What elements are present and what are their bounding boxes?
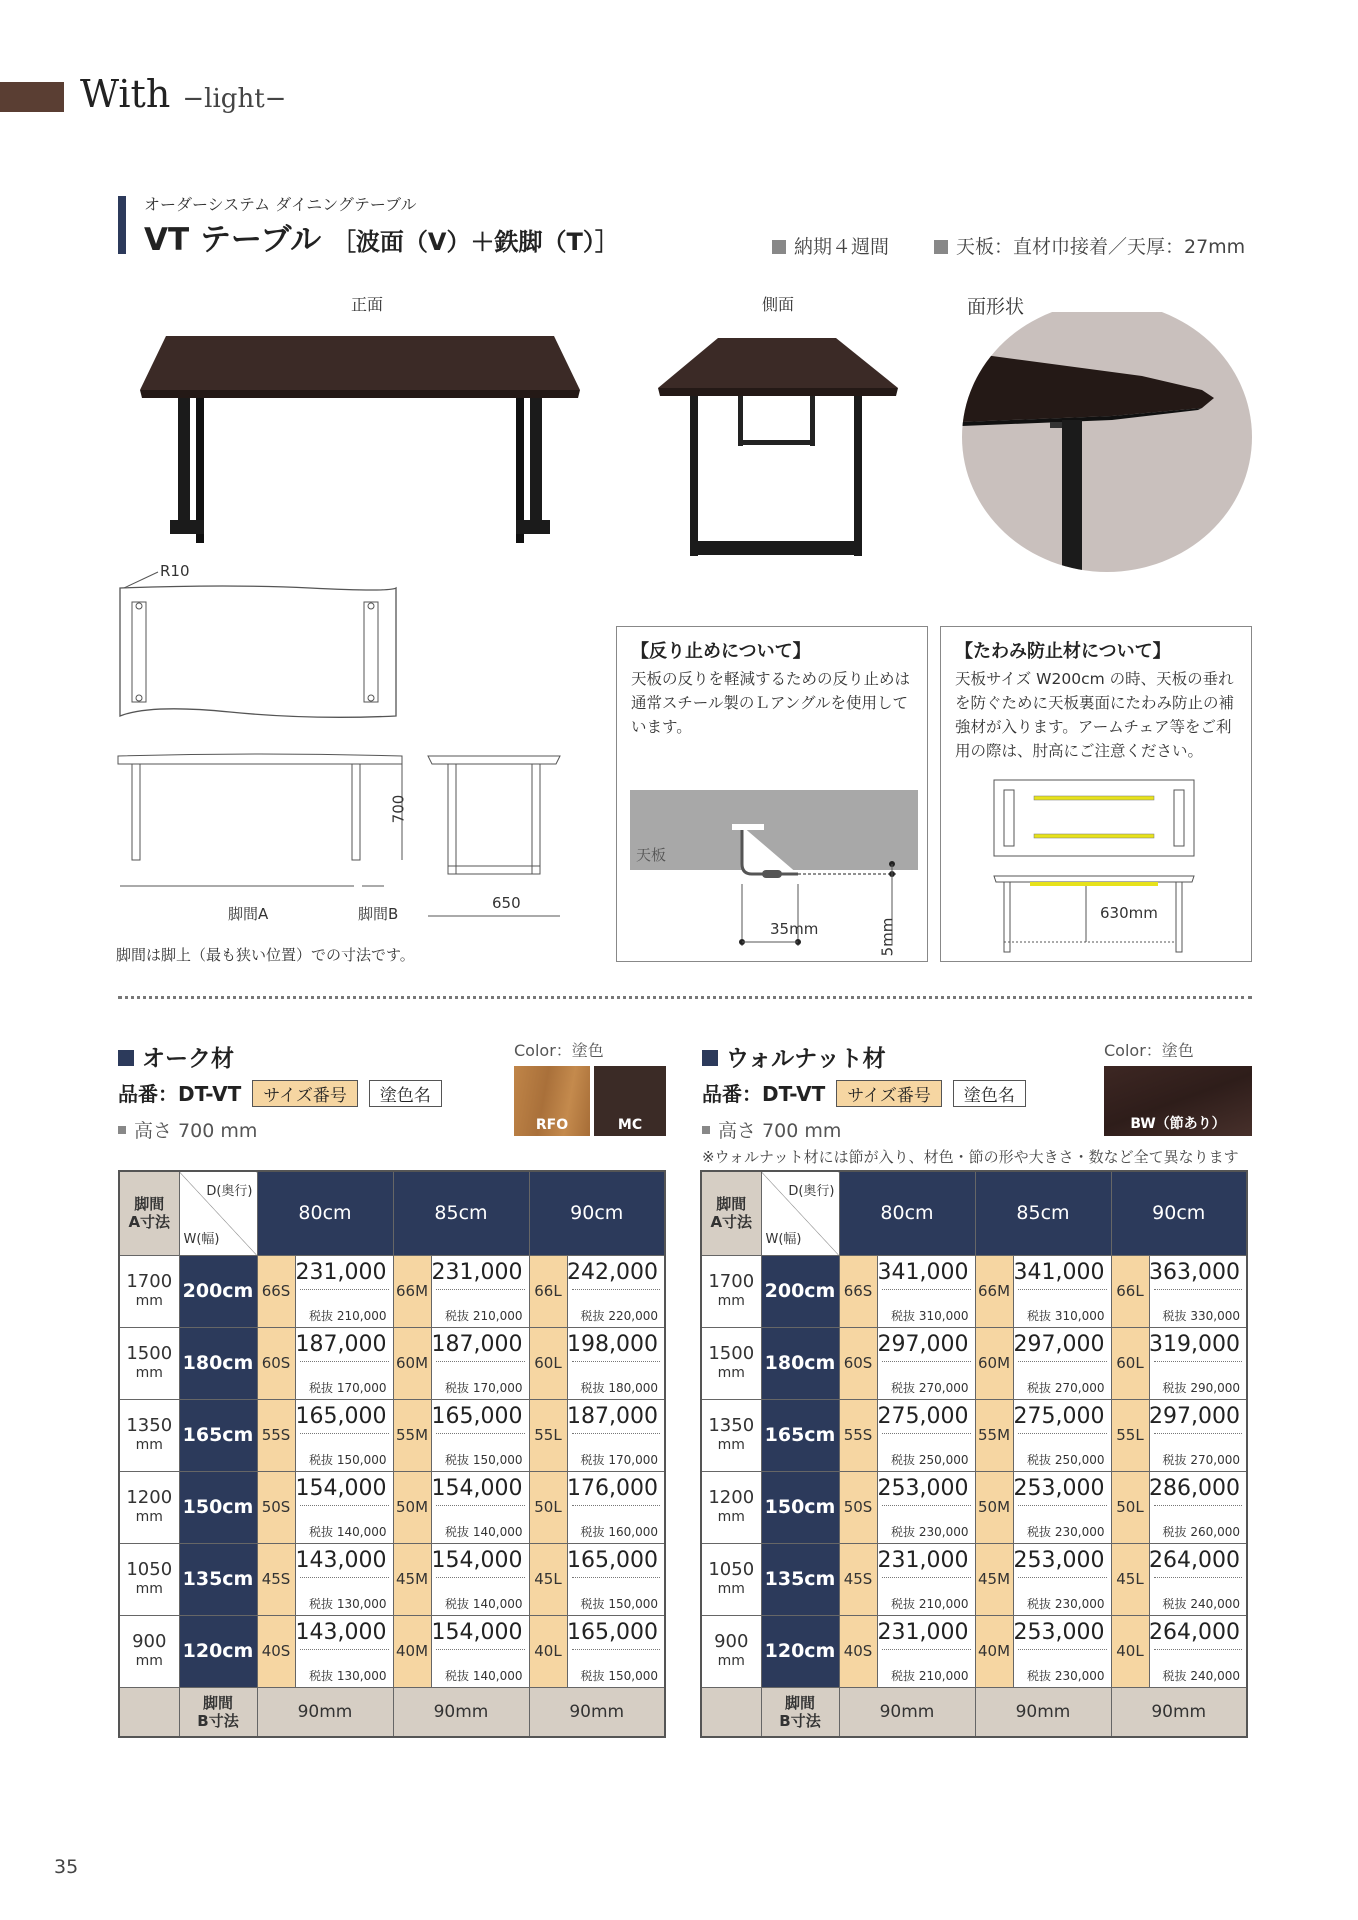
price-tax-included: 341,000	[1013, 1259, 1105, 1285]
price-cell	[1149, 1615, 1247, 1687]
warp-stopper-body: 天板の反りを軽減するための反り止めは通常スチール製のＬアングルを使用しています。	[631, 670, 911, 736]
price-tax-excluded: 税抜 270,000	[1027, 1380, 1105, 1395]
table-row	[701, 1471, 1247, 1543]
size-code: 55M	[393, 1399, 431, 1471]
size-code: 50L	[529, 1471, 567, 1543]
price-cell	[567, 1615, 665, 1687]
leg-b-label: 脚間B	[358, 905, 399, 923]
price-tax-excluded: 税抜 130,000	[309, 1668, 387, 1683]
header-d-w	[179, 1171, 257, 1255]
size-code: 66S	[839, 1255, 877, 1327]
walnut-price-table	[700, 1170, 1248, 1738]
product-title: VT テーブル ［波面（V）＋鉄脚（T）］	[144, 222, 619, 258]
a-dim-cell: 1200 mm	[701, 1471, 761, 1543]
price-tax-included: 275,000	[877, 1403, 969, 1429]
width-cell: 150cm	[761, 1471, 839, 1543]
table-row	[119, 1615, 665, 1687]
price-tax-excluded: 税抜 250,000	[1027, 1452, 1105, 1467]
price-tax-included: 154,000	[431, 1619, 523, 1645]
side-view-label: 側面	[762, 295, 795, 314]
oak-color-label: Color：塗色	[514, 1041, 604, 1060]
price-tax-included: 143,000	[295, 1619, 387, 1645]
size-code: 50M	[393, 1471, 431, 1543]
size-code: 40L	[529, 1615, 567, 1687]
table-row	[119, 1399, 665, 1471]
size-code: 60S	[839, 1327, 877, 1399]
section-divider	[118, 996, 1252, 999]
walnut-swatch-bw: BW（節あり）	[1104, 1066, 1252, 1136]
header-depth-col: 85cm	[975, 1171, 1111, 1255]
table-row	[701, 1327, 1247, 1399]
price-cell	[1149, 1471, 1247, 1543]
price-tax-excluded: 税抜 220,000	[580, 1308, 658, 1323]
walnut-section-title: ウォルナット材	[702, 1040, 886, 1073]
price-cell	[431, 1399, 529, 1471]
size-code: 50L	[1111, 1471, 1149, 1543]
price-cell	[1013, 1327, 1111, 1399]
price-tax-included: 319,000	[1149, 1331, 1240, 1357]
size-code: 50S	[257, 1471, 295, 1543]
b-dim-value: 90mm	[839, 1687, 975, 1737]
price-tax-included: 143,000	[295, 1547, 387, 1573]
size-code: 60M	[975, 1327, 1013, 1399]
price-cell	[295, 1255, 393, 1327]
header-accent-bar	[0, 82, 64, 112]
brand-title: With −light−	[80, 72, 287, 116]
price-cell	[1149, 1255, 1247, 1327]
size-code: 55S	[839, 1399, 877, 1471]
walnut-size-tag: サイズ番号	[836, 1080, 942, 1107]
size-code: 45S	[839, 1543, 877, 1615]
price-tax-excluded: 税抜 170,000	[445, 1380, 523, 1395]
price-tax-excluded: 税抜 230,000	[891, 1524, 969, 1539]
price-tax-included: 231,000	[295, 1259, 387, 1285]
price-tax-included: 275,000	[1013, 1403, 1105, 1429]
price-tax-excluded: 税抜 170,000	[309, 1380, 387, 1395]
price-tax-included: 187,000	[431, 1331, 523, 1357]
price-tax-excluded: 税抜 290,000	[1162, 1380, 1240, 1395]
price-tax-included: 264,000	[1149, 1547, 1240, 1573]
price-tax-excluded: 税抜 150,000	[309, 1452, 387, 1467]
price-cell	[431, 1327, 529, 1399]
price-tax-excluded: 税抜 150,000	[580, 1596, 658, 1611]
header-depth-col: 90cm	[529, 1171, 665, 1255]
header-depth: D(奥行)	[206, 1184, 253, 1199]
price-tax-included: 187,000	[567, 1403, 658, 1429]
header-a-dim: 脚間 A寸法	[701, 1171, 761, 1255]
price-cell	[295, 1471, 393, 1543]
walnut-color-label: Color：塗色	[1104, 1041, 1194, 1060]
price-tax-excluded: 税抜 230,000	[1027, 1596, 1105, 1611]
price-tax-included: 242,000	[567, 1259, 658, 1285]
size-code: 55S	[257, 1399, 295, 1471]
size-code: 66S	[257, 1255, 295, 1327]
deflection-body: 天板サイズ W200cm の時、天板の垂れを防ぐために天板裏面にたわみ防止の補強材が入ります。アームチェア等をご利用の際は、肘高にご注意ください。	[955, 670, 1235, 760]
price-tax-included: 165,000	[295, 1403, 387, 1429]
leg-note: 脚間は脚上（最も狭い位置）での寸法です。	[116, 946, 415, 964]
spec-top: 天板：直材巾接着／天厚：27mm	[934, 232, 1245, 259]
price-cell	[877, 1471, 975, 1543]
price-cell	[567, 1327, 665, 1399]
oak-part-number: 品番：DT-VT サイズ番号 塗色名	[118, 1078, 442, 1107]
a-dim-cell: 900 mm	[119, 1615, 179, 1687]
size-code: 60M	[393, 1327, 431, 1399]
price-cell	[1013, 1615, 1111, 1687]
price-tax-excluded: 税抜 330,000	[1162, 1308, 1240, 1323]
walnut-color-tag: 塗色名	[953, 1080, 1026, 1107]
dim-630mm-label: 630mm	[1100, 904, 1158, 922]
header-depth-col: 80cm	[839, 1171, 975, 1255]
price-cell	[295, 1615, 393, 1687]
edge-detail-illustration	[962, 312, 1252, 574]
price-tax-included: 165,000	[567, 1547, 658, 1573]
a-dim-cell: 1700 mm	[119, 1255, 179, 1327]
width-cell: 165cm	[179, 1399, 257, 1471]
page-number: 35	[54, 1856, 79, 1878]
price-cell	[877, 1255, 975, 1327]
price-cell	[1013, 1471, 1111, 1543]
a-dim-cell: 1500 mm	[119, 1327, 179, 1399]
header-depth-col: 85cm	[393, 1171, 529, 1255]
table-row	[701, 1543, 1247, 1615]
oak-swatch-rfo: RFO	[514, 1066, 590, 1136]
header-d-w	[761, 1171, 839, 1255]
a-dim-cell: 1700 mm	[701, 1255, 761, 1327]
price-tax-included: 363,000	[1149, 1259, 1240, 1285]
header-b-dim: 脚間 B寸法	[179, 1687, 257, 1737]
oak-height: 高さ 700 mm	[118, 1116, 257, 1143]
price-cell	[1013, 1255, 1111, 1327]
spec-delivery: 納期４週間	[772, 232, 889, 259]
header-width: W(幅)	[765, 1231, 802, 1247]
price-tax-excluded: 税抜 210,000	[309, 1308, 387, 1323]
deflection-title: 【たわみ防止材について】	[955, 641, 1171, 662]
leg-a-label: 脚間A	[228, 905, 269, 923]
a-dim-cell: 1200 mm	[119, 1471, 179, 1543]
product-subtitle: オーダーシステム ダイニングテーブル	[144, 195, 417, 214]
price-tax-excluded: 税抜 140,000	[445, 1524, 523, 1539]
width-cell: 120cm	[179, 1615, 257, 1687]
size-code: 40S	[257, 1615, 295, 1687]
product-title-sub: ［波面（V）＋鉄脚（T）］	[331, 228, 619, 256]
price-tax-included: 253,000	[1013, 1547, 1105, 1573]
price-cell	[1013, 1543, 1111, 1615]
price-tax-excluded: 税抜 140,000	[309, 1524, 387, 1539]
a-dim-cell: 1350 mm	[701, 1399, 761, 1471]
price-cell	[1149, 1327, 1247, 1399]
side-view-illustration	[658, 336, 898, 558]
width-cell: 120cm	[761, 1615, 839, 1687]
price-cell	[877, 1399, 975, 1471]
b-dim-value: 90mm	[975, 1687, 1111, 1737]
price-tax-excluded: 税抜 270,000	[891, 1380, 969, 1395]
oak-price-table	[118, 1170, 666, 1738]
price-tax-excluded: 税抜 150,000	[580, 1668, 658, 1683]
table-row	[701, 1255, 1247, 1327]
price-tax-excluded: 税抜 260,000	[1162, 1524, 1240, 1539]
price-tax-included: 231,000	[431, 1259, 523, 1285]
b-dim-value: 90mm	[529, 1687, 665, 1737]
header-a-dim: 脚間 A寸法	[119, 1171, 179, 1255]
width-cell: 180cm	[179, 1327, 257, 1399]
size-code: 40M	[975, 1615, 1013, 1687]
price-cell	[295, 1543, 393, 1615]
price-cell	[567, 1543, 665, 1615]
price-tax-included: 253,000	[877, 1475, 969, 1501]
price-cell	[1013, 1399, 1111, 1471]
oak-section-title: オーク材	[118, 1040, 234, 1073]
price-tax-excluded: 税抜 210,000	[891, 1596, 969, 1611]
header-b-dim: 脚間 B寸法	[761, 1687, 839, 1737]
oak-size-tag: サイズ番号	[252, 1080, 358, 1107]
size-code: 55L	[1111, 1399, 1149, 1471]
b-blank	[701, 1687, 761, 1737]
price-cell	[877, 1327, 975, 1399]
price-tax-included: 198,000	[567, 1331, 658, 1357]
size-code: 40M	[393, 1615, 431, 1687]
price-tax-included: 253,000	[1013, 1475, 1105, 1501]
price-tax-excluded: 税抜 240,000	[1162, 1668, 1240, 1683]
price-tax-excluded: 税抜 210,000	[891, 1668, 969, 1683]
front-view-label: 正面	[351, 295, 384, 314]
width-cell: 200cm	[179, 1255, 257, 1327]
size-code: 50S	[839, 1471, 877, 1543]
width-cell: 135cm	[761, 1543, 839, 1615]
price-tax-included: 231,000	[877, 1619, 969, 1645]
price-cell	[431, 1471, 529, 1543]
width-cell: 180cm	[761, 1327, 839, 1399]
price-tax-included: 341,000	[877, 1259, 969, 1285]
price-cell	[431, 1543, 529, 1615]
price-tax-excluded: 税抜 210,000	[445, 1308, 523, 1323]
price-cell	[1149, 1399, 1247, 1471]
a-dim-cell: 1050 mm	[119, 1543, 179, 1615]
a-dim-cell: 900 mm	[701, 1615, 761, 1687]
price-cell	[567, 1399, 665, 1471]
size-code: 60L	[529, 1327, 567, 1399]
price-tax-included: 297,000	[1149, 1403, 1240, 1429]
price-tax-included: 154,000	[295, 1475, 387, 1501]
size-code: 45L	[1111, 1543, 1149, 1615]
size-code: 66M	[975, 1255, 1013, 1327]
price-tax-excluded: 税抜 170,000	[580, 1452, 658, 1467]
dim-35mm-label: 35mm	[770, 920, 819, 938]
table-row	[701, 1615, 1247, 1687]
price-tax-excluded: 税抜 230,000	[1027, 1524, 1105, 1539]
header-width: W(幅)	[183, 1231, 220, 1247]
oak-color-tag: 塗色名	[369, 1080, 442, 1107]
table-row	[119, 1543, 665, 1615]
size-code: 45S	[257, 1543, 295, 1615]
price-cell	[1149, 1543, 1247, 1615]
width-cell: 200cm	[761, 1255, 839, 1327]
size-code: 45M	[975, 1543, 1013, 1615]
table-row	[701, 1399, 1247, 1471]
price-tax-included: 297,000	[1013, 1331, 1105, 1357]
walnut-note: ※ウォルナット材には節が入り、材色・節の形や大きさ・数など全て異なります	[702, 1148, 1239, 1166]
price-tax-excluded: 税抜 130,000	[309, 1596, 387, 1611]
price-tax-included: 231,000	[877, 1547, 969, 1573]
price-tax-included: 297,000	[877, 1331, 969, 1357]
a-dim-cell: 1500 mm	[701, 1327, 761, 1399]
edge-view-label: 面形状	[967, 296, 1025, 318]
depth-650-label: 650	[492, 894, 521, 912]
price-tax-included: 253,000	[1013, 1619, 1105, 1645]
price-tax-included: 286,000	[1149, 1475, 1240, 1501]
brand-subtitle: −light−	[182, 84, 287, 114]
width-cell: 150cm	[179, 1471, 257, 1543]
price-cell	[431, 1255, 529, 1327]
size-code: 40L	[1111, 1615, 1149, 1687]
price-tax-excluded: 税抜 150,000	[445, 1452, 523, 1467]
table-row	[119, 1471, 665, 1543]
size-code: 55L	[529, 1399, 567, 1471]
deflection-diagram	[990, 776, 1200, 954]
price-tax-included: 165,000	[431, 1403, 523, 1429]
price-cell	[567, 1255, 665, 1327]
size-code: 45M	[393, 1543, 431, 1615]
price-tax-included: 187,000	[295, 1331, 387, 1357]
r10-label: R10	[160, 562, 190, 580]
size-code: 66L	[1111, 1255, 1149, 1327]
title-accent-bar	[118, 196, 126, 254]
price-cell	[295, 1327, 393, 1399]
a-dim-cell: 1350 mm	[119, 1399, 179, 1471]
width-cell: 165cm	[761, 1399, 839, 1471]
table-row	[119, 1255, 665, 1327]
size-code: 66M	[393, 1255, 431, 1327]
price-cell	[877, 1615, 975, 1687]
oak-swatch-mc: MC	[594, 1066, 666, 1136]
b-blank	[119, 1687, 179, 1737]
price-tax-included: 264,000	[1149, 1619, 1240, 1645]
table-row	[119, 1327, 665, 1399]
price-cell	[295, 1399, 393, 1471]
size-code: 66L	[529, 1255, 567, 1327]
walnut-height: 高さ 700 mm	[702, 1116, 841, 1143]
price-tax-included: 165,000	[567, 1619, 658, 1645]
header-depth-col: 80cm	[257, 1171, 393, 1255]
price-tax-excluded: 税抜 230,000	[1027, 1668, 1105, 1683]
header-depth: D(奥行)	[788, 1184, 835, 1199]
size-code: 60L	[1111, 1327, 1149, 1399]
price-tax-excluded: 税抜 310,000	[891, 1308, 969, 1323]
plan-elevation-drawing	[110, 566, 412, 924]
header-depth-col: 90cm	[1111, 1171, 1247, 1255]
size-code: 50M	[975, 1471, 1013, 1543]
price-tax-included: 154,000	[431, 1547, 523, 1573]
front-view-illustration	[140, 330, 580, 545]
price-tax-excluded: 税抜 180,000	[580, 1380, 658, 1395]
walnut-part-number: 品番：DT-VT サイズ番号 塗色名	[702, 1078, 1026, 1107]
b-dim-value: 90mm	[257, 1687, 393, 1737]
height-700-label: 700	[389, 794, 408, 824]
price-tax-excluded: 税抜 240,000	[1162, 1596, 1240, 1611]
price-tax-excluded: 税抜 160,000	[580, 1524, 658, 1539]
price-cell	[567, 1471, 665, 1543]
price-tax-included: 176,000	[567, 1475, 658, 1501]
price-cell	[877, 1543, 975, 1615]
price-grid	[700, 1170, 1248, 1738]
price-tax-excluded: 税抜 270,000	[1162, 1452, 1240, 1467]
tenban-label: 天板	[636, 846, 667, 864]
b-dim-value: 90mm	[1111, 1687, 1247, 1737]
size-code: 60S	[257, 1327, 295, 1399]
price-tax-excluded: 税抜 140,000	[445, 1668, 523, 1683]
size-code: 40S	[839, 1615, 877, 1687]
a-dim-cell: 1050 mm	[701, 1543, 761, 1615]
b-dim-value: 90mm	[393, 1687, 529, 1737]
price-tax-excluded: 税抜 250,000	[891, 1452, 969, 1467]
size-code: 45L	[529, 1543, 567, 1615]
price-tax-included: 154,000	[431, 1475, 523, 1501]
dim-5mm-label: 5mm	[878, 917, 897, 957]
size-code: 55M	[975, 1399, 1013, 1471]
warp-stopper-title: 【反り止めについて】	[631, 641, 811, 662]
price-tax-excluded: 税抜 310,000	[1027, 1308, 1105, 1323]
price-cell	[431, 1615, 529, 1687]
price-tax-excluded: 税抜 140,000	[445, 1596, 523, 1611]
price-grid	[118, 1170, 666, 1738]
width-cell: 135cm	[179, 1543, 257, 1615]
